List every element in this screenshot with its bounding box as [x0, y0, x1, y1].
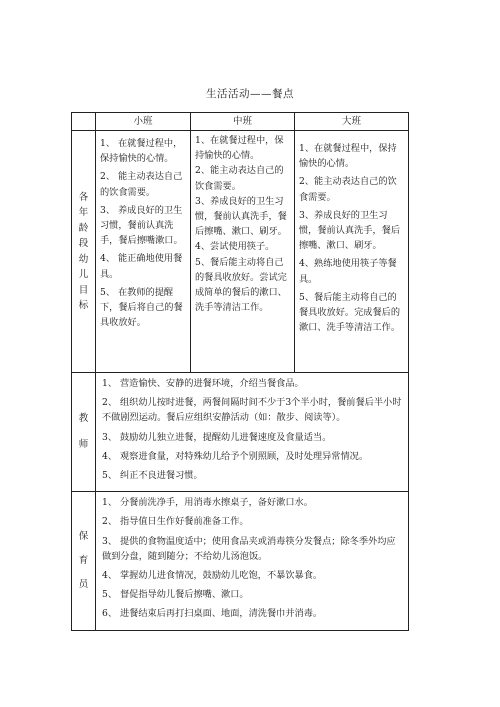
goal-item: 2、能主动表达自己的饮食需要。 [195, 165, 284, 192]
caregiver-item: 5、 督促指导幼儿餐后擦嘴、漱口。 [102, 589, 249, 601]
goal-item: 4、尝试使用筷子。 [195, 241, 275, 253]
teacher-side-label [72, 373, 96, 492]
caregiver-item: 1、 分餐前洗净手，用消毒水擦桌子，备好漱口水。 [102, 497, 313, 509]
goal-item: 3、养成良好的卫生习惯，餐前认真洗手，餐后擦嘴、漱口、刷牙。 [299, 209, 401, 252]
teacher-item: 5、 纠正不良进餐习惯。 [102, 470, 203, 482]
goal-item: 3、养成良好的卫生习惯，餐前认真洗手，餐后擦嘴、漱口、刷牙。 [195, 195, 287, 238]
goal-item: 1、在就餐过程中，保持愉快的心情。 [299, 143, 397, 170]
goals-large-cell [295, 131, 409, 373]
caregiver-item: 6、 进餐结束后再打扫桌面、地面，清洗餐巾并消毒。 [102, 608, 323, 620]
header-large-class: 大班 [295, 113, 409, 131]
header-small-class: 小班 [96, 113, 191, 131]
caregiver-item: 2、 指导值日生作好餐前准备工作。 [102, 516, 249, 528]
goal-item: 5、餐后能主动将自己的餐具收放好。完成餐后的漱口、洗手等清洁工作。 [299, 291, 401, 334]
goals-side-text: 各年龄段幼儿目标 [78, 191, 89, 311]
meal-activity-table [71, 112, 409, 631]
goal-item: 4、 能正确地使用餐具。 [100, 253, 183, 280]
header-middle-class: 中班 [191, 113, 295, 131]
page-title: 生活活动——餐点 [206, 88, 294, 100]
goals-middle-cell [191, 131, 295, 373]
teacher-item: 1、 营造愉快、安静的进餐环境，介绍当餐食品。 [102, 378, 304, 389]
caregiver-item: 4、 掌握幼儿进食情况，鼓励幼儿吃饱，不暴饮暴食。 [102, 570, 323, 582]
goal-item: 2、能主动表达自己的饮食需要。 [299, 176, 397, 203]
goal-item: 1、 在就餐过程中，保持愉快的心情。 [100, 138, 183, 165]
goal-item: 5、餐后能主动将自己的餐具收放好。尝试完成简单的餐后的漱口、洗手等清洁工作。 [195, 256, 287, 314]
teacher-item: 4、 观察进食量，对特殊幼儿给予个别照顾，及时处理异常情况。 [102, 450, 369, 462]
header-corner [72, 113, 96, 131]
teacher-item: 2、 组织幼儿按时进餐，两餐间隔时间不少于3个半小时，餐前餐后半小时不做剧烈运动。餐后应组织安静活动（如：散步、阅读等）。 [102, 397, 402, 424]
goals-small-cell [96, 131, 191, 373]
goal-item: 1、在就餐过程中，保持愉快的心情。 [195, 135, 284, 162]
caregiver-cell [96, 492, 409, 630]
teacher-side-text: 教师 [78, 413, 89, 451]
goal-item: 5、 在教师的提醒下，餐后将自己的餐具收放好。 [100, 286, 183, 329]
caregiver-side-label [72, 492, 96, 630]
teacher-cell [96, 373, 409, 492]
caregiver-side-text: 保育员 [78, 530, 89, 590]
goal-item: 2、 能主动表达自己的饮食需要。 [100, 171, 183, 198]
goal-item: 3、 养成良好的卫生习惯，餐前认真洗手，餐后擦嘴漱口。 [100, 204, 183, 247]
caregiver-item: 3、 提供的食物温度适中；使用食品夹或消毒筷分发餐点；除冬季外均应做到分盘，随到随分；不给幼儿汤泡饭。 [102, 535, 396, 562]
goals-side-label [72, 131, 96, 373]
goal-item: 4、熟练地使用筷子等餐具。 [299, 258, 397, 285]
teacher-item: 3、 鼓励幼儿独立进餐，提醒幼儿进餐速度及食量适当。 [102, 431, 332, 443]
